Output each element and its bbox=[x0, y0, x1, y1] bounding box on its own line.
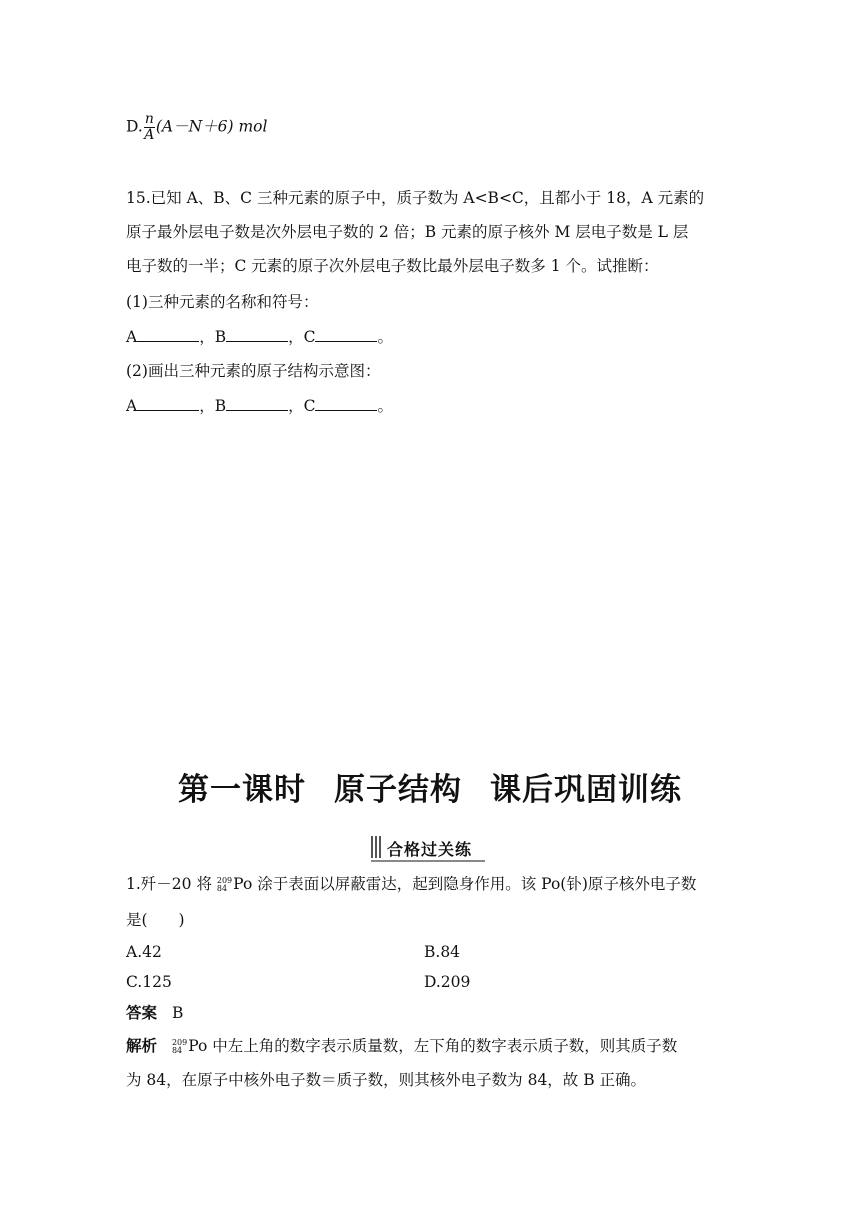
blank-end: 。 bbox=[377, 397, 393, 415]
title-part2: 原子结构 bbox=[334, 772, 462, 808]
q15-blank-line2 bbox=[126, 396, 393, 416]
section-underline bbox=[371, 860, 485, 862]
mass-number: 209 bbox=[216, 876, 233, 885]
q15-line2: 原子最外层电子数是次外层电子数的 2 倍；B 元素的原子核外 M 层电子数是 L 层 bbox=[126, 223, 689, 241]
blank-end: 。 bbox=[377, 328, 393, 346]
analysis-label: 解析 bbox=[126, 1037, 158, 1055]
answer-blank[interactable] bbox=[137, 396, 199, 411]
atomic-number: 84 bbox=[216, 884, 228, 893]
blank-label-a: A bbox=[126, 328, 138, 346]
answer-blank[interactable] bbox=[315, 396, 377, 411]
option-d-label: D. bbox=[126, 117, 143, 136]
option-a[interactable]: A.42 bbox=[126, 943, 162, 961]
answer-line bbox=[126, 1003, 183, 1023]
blank-label-b: ，B bbox=[199, 397, 227, 415]
lesson-title bbox=[0, 764, 860, 809]
answer-blank[interactable] bbox=[226, 327, 288, 342]
answer-blank[interactable] bbox=[226, 396, 288, 411]
fraction-numerator: n bbox=[144, 111, 154, 127]
analysis-text: Po 中左上角的数字表示质量数，左下角的数字表示质子数，则其质子数 bbox=[188, 1037, 678, 1055]
analysis-line2: 为 84，在原子中核外电子数＝质子数，则其核外电子数为 84，故 B 正确。 bbox=[126, 1071, 647, 1089]
option-c[interactable]: C.125 bbox=[126, 973, 172, 991]
q1-line1 bbox=[126, 874, 696, 894]
q1-stem-end: Po 涂于表面以屏蔽雷达，起到隐身作用。该 Po(钋)原子核外电子数 bbox=[233, 875, 697, 893]
q15-blank-line1 bbox=[126, 327, 393, 347]
fraction bbox=[144, 112, 155, 143]
blank-label-c: ，C bbox=[288, 328, 316, 346]
analysis-line1 bbox=[126, 1036, 677, 1056]
q15-part2: (2)画出三种元素的原子结构示意图： bbox=[126, 362, 381, 380]
q15-line1: 15.已知 A、B、C 三种元素的原子中，质子数为 A<B<C，且都小于 18，A 元素的 bbox=[126, 189, 705, 207]
option-b[interactable]: B.84 bbox=[424, 943, 461, 961]
fraction-denominator: A bbox=[144, 127, 155, 143]
mass-number: 209 bbox=[171, 1038, 188, 1047]
blank-label-c: ，C bbox=[288, 397, 316, 415]
answer-blank[interactable] bbox=[137, 327, 199, 342]
q14-option-d bbox=[126, 112, 267, 143]
blank-label-b: ，B bbox=[199, 328, 227, 346]
option-d-expression: (A－N＋6) mol bbox=[155, 117, 268, 136]
blank-label-a: A bbox=[126, 397, 138, 415]
isotope-notation bbox=[172, 1039, 187, 1055]
answer-label: 答案 bbox=[126, 1004, 158, 1022]
section-label: 合格过关练 bbox=[387, 840, 473, 859]
section-bars-icon bbox=[371, 836, 381, 858]
section-heading bbox=[371, 833, 485, 861]
answer-blank[interactable] bbox=[315, 327, 377, 342]
q1-stem-start: 1.歼－20 将 bbox=[126, 875, 217, 893]
title-part1: 第一课时 bbox=[178, 772, 306, 808]
q15-line3: 电子数的一半；C 元素的原子次外层电子数比最外层电子数多 1 个。试推断： bbox=[126, 257, 659, 275]
atomic-number: 84 bbox=[171, 1046, 183, 1055]
q15-part1: (1)三种元素的名称和符号： bbox=[126, 293, 319, 311]
title-part3: 课后巩固训练 bbox=[490, 772, 682, 808]
option-d[interactable]: D.209 bbox=[424, 973, 471, 991]
isotope-notation bbox=[217, 877, 232, 893]
answer-value: B bbox=[171, 1004, 184, 1022]
q1-line2: 是( ) bbox=[126, 911, 185, 929]
